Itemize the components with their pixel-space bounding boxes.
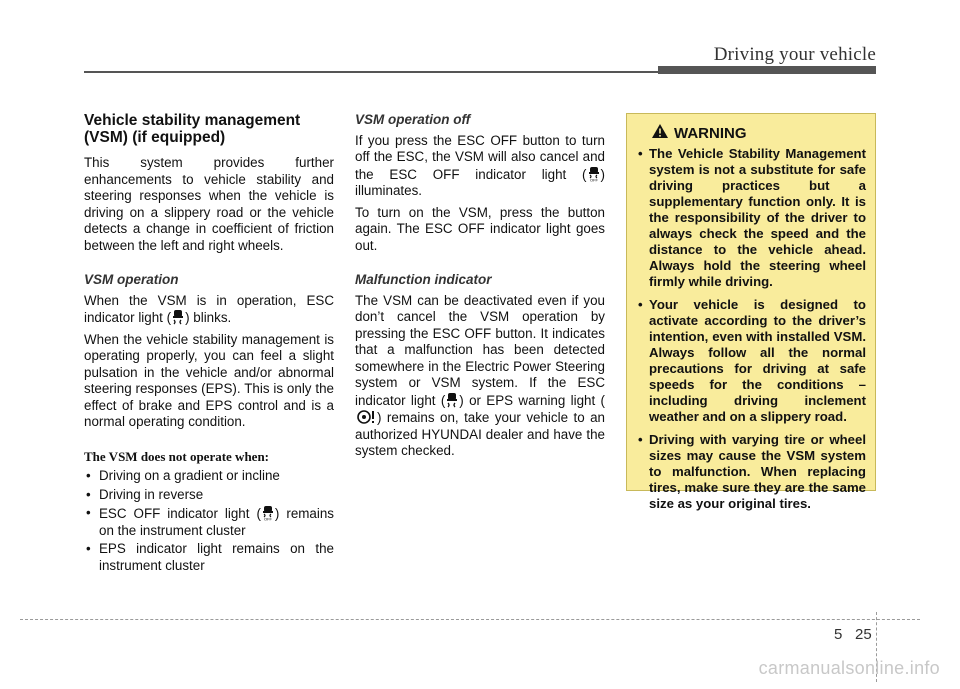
warning-title: WARNING bbox=[652, 124, 866, 142]
vsm-intro: This system provides further enhancements to vehicle stability and steering responses when the vehicle is driving on a slippery road or the vehicle detects a change in coefficient of friction between the left and right wheels. bbox=[84, 155, 334, 253]
list-item: • EPS indicator light remains on the instrument cluster bbox=[84, 541, 334, 574]
header-title: Driving your vehicle bbox=[713, 44, 876, 65]
column-left bbox=[84, 112, 334, 576]
column-middle bbox=[355, 112, 605, 465]
warning-box bbox=[626, 113, 876, 511]
esc-off-icon bbox=[261, 505, 275, 521]
esc-off-icon bbox=[587, 166, 601, 182]
esc-car-skid-icon bbox=[171, 309, 185, 325]
eps-warning-icon bbox=[355, 409, 377, 425]
svg-text:OFF: OFF bbox=[263, 516, 272, 521]
warning-item: • Driving with varying tire or wheel sizes may cause the VSM system to malfunction. When replacing tires, make sure they are the same size as your original tires. bbox=[636, 432, 866, 512]
watermark: carmanualsonline.info bbox=[758, 658, 940, 678]
subheading-vsm-operation: VSM operation bbox=[84, 272, 179, 287]
esc-car-skid-icon bbox=[445, 392, 459, 408]
vsm-operation-p2: When the vehicle stability management is operating properly, you can feel a slight pulsation in the vehicle and/or abnormal steering responses (EPS). This is only the effect of brake and EPS control and is a normal operating condition. bbox=[84, 331, 334, 429]
malfunction-p: The VSM can be deactivated even if you don’t cancel the VSM operation by pressing the ESC OFF button. It indicates that a malfunction has been detected somewhere in the Electric Power Steering system or VSM system. If the ESC indicator light ( ) or EPS warning light ( ) remains on, take your vehicle to an authorized HYUNDAI dealer and have the system checked. bbox=[355, 292, 605, 458]
warning-list bbox=[636, 146, 866, 512]
vsm-off-p1: If you press the ESC OFF button to turn off the ESC, the VSM will also cancel and the ESC OFF indicator light ( OFF ) illuminates. bbox=[355, 132, 605, 198]
list-item: • ESC OFF indicator light ( OFF ) remains on the instrument cluster bbox=[84, 505, 334, 539]
subheading-vsm-off: VSM operation off bbox=[355, 112, 471, 127]
list-item: • Driving on a gradient or incline bbox=[84, 468, 334, 485]
header-rule-accent bbox=[658, 66, 876, 74]
svg-text:OFF: OFF bbox=[589, 177, 598, 182]
warning-triangle-icon bbox=[652, 124, 668, 142]
page-number: 25 bbox=[855, 626, 872, 643]
section-heading-vsm: Vehicle stability management (VSM) (if equipped) bbox=[84, 112, 301, 146]
chapter-number: 5 bbox=[834, 626, 843, 643]
subheading-vsm-not-operate: The VSM does not operate when: bbox=[84, 448, 270, 464]
warning-item: • Your vehicle is designed to activate according to the driver’s intention, even with installed VSM. Always follow all the normal precautions for driving at safe speeds for the conditions – including driving inclement weather and on a slippery road. bbox=[636, 297, 866, 425]
footer-rule bbox=[20, 619, 920, 620]
warning-item: • The Vehicle Stability Management system is not a substitute for safe driving practices but a supplementary function only. It is the responsibility of the driver to always check the speed and the distance to the vehicle ahead. Always hold the steering wheel firmly while driving. bbox=[636, 146, 866, 290]
vsm-off-p2: To turn on the VSM, press the button again. The ESC OFF indicator light goes out. bbox=[355, 204, 605, 253]
list-item: • Driving in reverse bbox=[84, 487, 334, 504]
subheading-malfunction: Malfunction indicator bbox=[355, 272, 492, 287]
not-operate-list bbox=[84, 468, 334, 574]
vsm-operation-p1: When the VSM is in operation, ESC indicator light ( ) blinks. bbox=[84, 292, 334, 325]
